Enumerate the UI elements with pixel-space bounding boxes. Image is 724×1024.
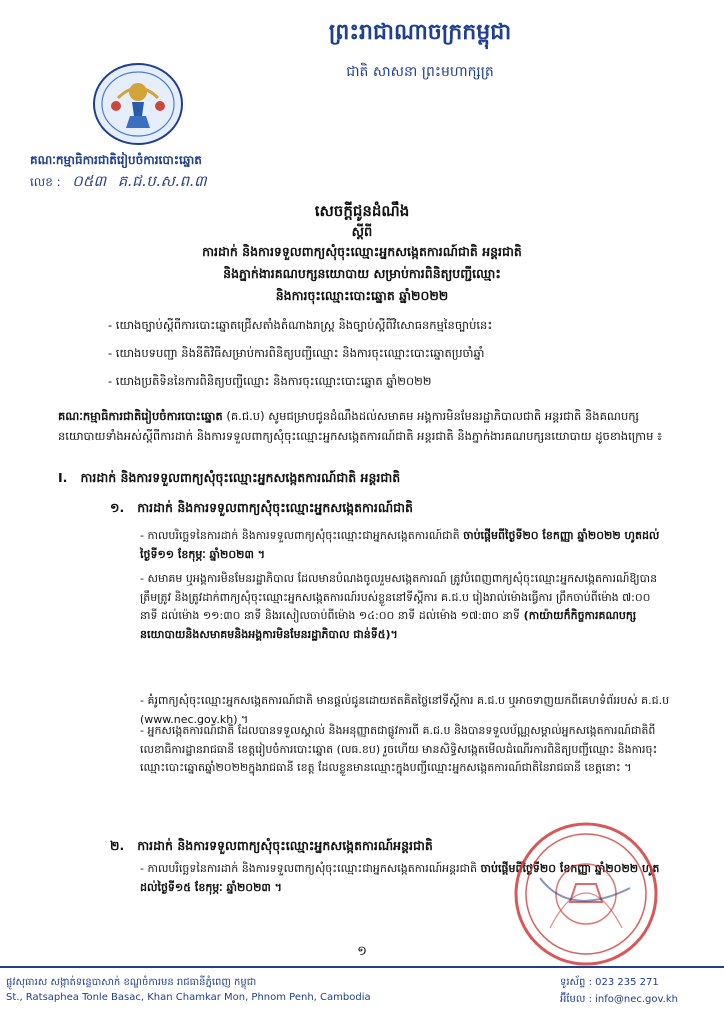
intro-text: (គ.ជ.ប) សូមជម្រាបជូនដំណឹងដល់សមាគម អង្គការមិនមែនរដ្ឋាភិបាលជាតិ អន្តរជាតិ និងគណបក្សនយោបាយទាំងអស់ស្ដីពីការដាក់ និងការទទួលពាក្យសុំចុះឈ្មោះអ្នកសង្កេតការណ៍ជាតិ អន្តរជាតិ និងភ្នាក់ងារគណបក្សនយោបាយ ដូចខាងក្រោម ៖	[58, 409, 663, 443]
reference-line	[30, 172, 207, 194]
reference-item: - យោងប្រតិទិននៃការពិនិត្យបញ្ជីឈ្មោះ និងការចុះឈ្មោះបោះឆ្នោត ឆ្នាំ២០២២	[108, 374, 432, 388]
item-text: - កាលបរិច្ឆេទនៃការដាក់ និងការទទួលពាក្យសុំចុះឈ្មោះជាអ្នកសង្កេតការណ៍អន្តរជាតិ	[140, 862, 481, 875]
page-number: ១	[357, 944, 367, 959]
title-line-3: និងការចុះឈ្មោះបោះឆ្នោត ឆ្នាំ២០២២	[275, 288, 449, 303]
item-text: - កាលបរិច្ឆេទនៃការដាក់ និងការទទួលពាក្យសុំចុះឈ្មោះជាអ្នកសង្កេតការណ៍ជាតិ	[140, 529, 464, 542]
item-text: - សមាគម ឬអង្គការមិនមែនរដ្ឋាភិបាល ដែលមានបំណងចូលរួមសង្កេតការណ៍ ត្រូវបំពេញពាក្យសុំចុះឈ្មោះអ្នកសង្កេតការណ៍ឱ្យបានត្រឹមត្រូវ និងត្រូវដាក់ពាក្យសុំចុះឈ្មោះអ្នកសង្កេតការណ៍របស់ខ្លួននៅទីស្ដីការ គ.ជ.ប រៀងរាល់ម៉ោងធ្វើការ ព្រឹកចាប់ពីម៉ោង ៧:០០ នាទី ដល់ម៉ោង ១១:៣០ នាទី និងរសៀលចាប់ពីម៉ោង ១៤:០០ នាទី ដល់ម៉ោង ១៧:៣០ នាទី	[140, 572, 658, 622]
item-text: - អ្នកសង្កេតការណ៍ជាតិ ដែលបានទទួលស្គាល់ និងអនុញ្ញាតជាផ្លូវការពី គ.ជ.ប និងបានទទួលប័ណ្ណសម្គាល់អ្នកសង្កេតការណ៍ជាតិពីលេខាធិការដ្ឋានរាជធានី ខេត្តរៀបចំការបោះឆ្នោត (លធ.ខប) រួចហើយ មានសិទ្ធិសង្កេតមើលដំណើរការពិនិត្យបញ្ជីឈ្មោះ និងការចុះឈ្មោះបោះឆ្នោតឆ្នាំ២០២២ក្នុងរាជធានី ខេត្ត ដែលខ្លួនមានឈ្មោះក្នុងបញ្ជីឈ្មោះអ្នកសង្កេតការណ៍ជាតិនៃរាជធានី ខេត្តនោះ ។	[140, 724, 658, 774]
section-1-1-number: ១.	[110, 500, 125, 515]
national-motto: ជាតិ សាសនា ព្រះមហាក្សត្រ	[346, 64, 494, 80]
reference-label: លេខ :	[30, 175, 61, 189]
section-1-1-heading	[110, 500, 413, 519]
kingdom-title: ព្រះរាជាណាចក្រកម្ពុជា	[328, 19, 512, 45]
section-2-title: ការដាក់ និងការទទួលពាក្យសុំចុះឈ្មោះអ្នកសង្កេតការណ៍អន្តរជាតិ	[137, 838, 433, 853]
item-bold: ចាប់ផ្ដើមពីថ្ងៃទី២០ ខែកញ្ញា ឆ្នាំ២០២២ ហូតដល់ថ្ងៃទី១៥ ខែកុម្ភៈ ឆ្នាំ២០២៣ ។	[140, 862, 660, 894]
section-1-title: ការដាក់ និងការទទួលពាក្យសុំចុះឈ្មោះអ្នកសង្កេតការណ៍ជាតិ អន្តរជាតិ	[80, 470, 401, 485]
section-1-item	[140, 722, 670, 778]
reference-number: ០៥៣	[72, 172, 107, 190]
about-heading: ស្ដីពី	[351, 225, 373, 240]
section-1-1-title: ការដាក់ និងការទទួលពាក្យសុំចុះឈ្មោះអ្នកសង្កេតការណ៍ជាតិ	[137, 500, 413, 515]
footer-telephone: ទូរស័ព្ទ : 023 235 271	[560, 977, 659, 988]
section-2-number: ២.	[110, 838, 125, 853]
title-line-1: ការដាក់ និងការទទួលពាក្យសុំចុះឈ្មោះអ្នកសង្កេតការណ៍ជាតិ អន្តរជាតិ	[202, 244, 522, 259]
notice-heading: សេចក្ដីជូនដំណឹង	[314, 202, 410, 220]
section-1-heading	[58, 470, 400, 489]
footer-email: អ៊ីមែល : info@nec.gov.kh	[560, 994, 678, 1005]
item-bold: ចាប់ផ្ដើមពីថ្ងៃទី២០ ខែកញ្ញា ឆ្នាំ២០២២ ហូតដល់ថ្ងៃទី១១ ខែកុម្ភៈ ឆ្នាំ២០២៣ ។	[140, 529, 660, 561]
footer-address-khmer: ផ្លូវសុធារស សង្កាត់ទន្លេបាសាក់ ខណ្ឌចំការមន រាជធានីភ្នំពេញ កម្ពុជា	[6, 977, 257, 988]
footer-address-english: St., Ratsaphea Tonle Basac, Khan Chamkar Mon, Phnom Penh, Cambodia	[6, 992, 371, 1003]
section-1-item	[140, 570, 670, 644]
committee-name: គណៈកម្មាធិការជាតិរៀបចំការបោះឆ្នោត	[30, 153, 202, 167]
section-1-item	[140, 527, 670, 564]
reference-item: - យោងច្បាប់ស្ដីពីការបោះឆ្នោតជ្រើសតាំងតំណាងរាស្ត្រ និងច្បាប់ស្ដីពីវិសោធនកម្មនៃច្បាប់នេះ	[108, 318, 493, 332]
section-1-number: I.	[58, 470, 68, 485]
reference-suffix: គ.ជ.ប.ស.ព.៣	[117, 172, 207, 190]
nec-emblem-logo	[88, 58, 188, 148]
intro-bold: គណៈកម្មាធិការជាតិរៀបចំការបោះឆ្នោត	[58, 409, 223, 423]
footer-divider	[0, 966, 724, 968]
title-line-2: និងភ្នាក់ងារគណបក្សនយោបាយ សម្រាប់ការពិនិត្យបញ្ជីឈ្មោះ	[223, 266, 501, 281]
intro-paragraph	[58, 406, 678, 446]
reference-item: - យោងបទបញ្ជា និងនីតិវិធីសម្រាប់ការពិនិត្យបញ្ជីឈ្មោះ និងការចុះឈ្មោះបោះឆ្នោតប្រចាំឆ្នាំ	[108, 346, 485, 360]
item-text: - គំរូពាក្យសុំចុះឈ្មោះអ្នកសង្កេតការណ៍ជាតិ មានផ្ដល់ជូនដោយឥតគិតថ្លៃនៅទីស្ដីការ គ.ជ.ប ឬអាចទាញយកពីគេហទំព័ររបស់ គ.ជ.ប (www.nec.gov.kh) ។	[140, 694, 670, 726]
section-2-heading	[110, 838, 433, 857]
item-bold: (កាយ៉ាយក៏កិច្ចការគណបក្សនយោបាយនិងសមាគមនិងអង្គការមិនមែនរដ្ឋាភិបាល ជាន់ទី៥)។	[140, 609, 637, 641]
